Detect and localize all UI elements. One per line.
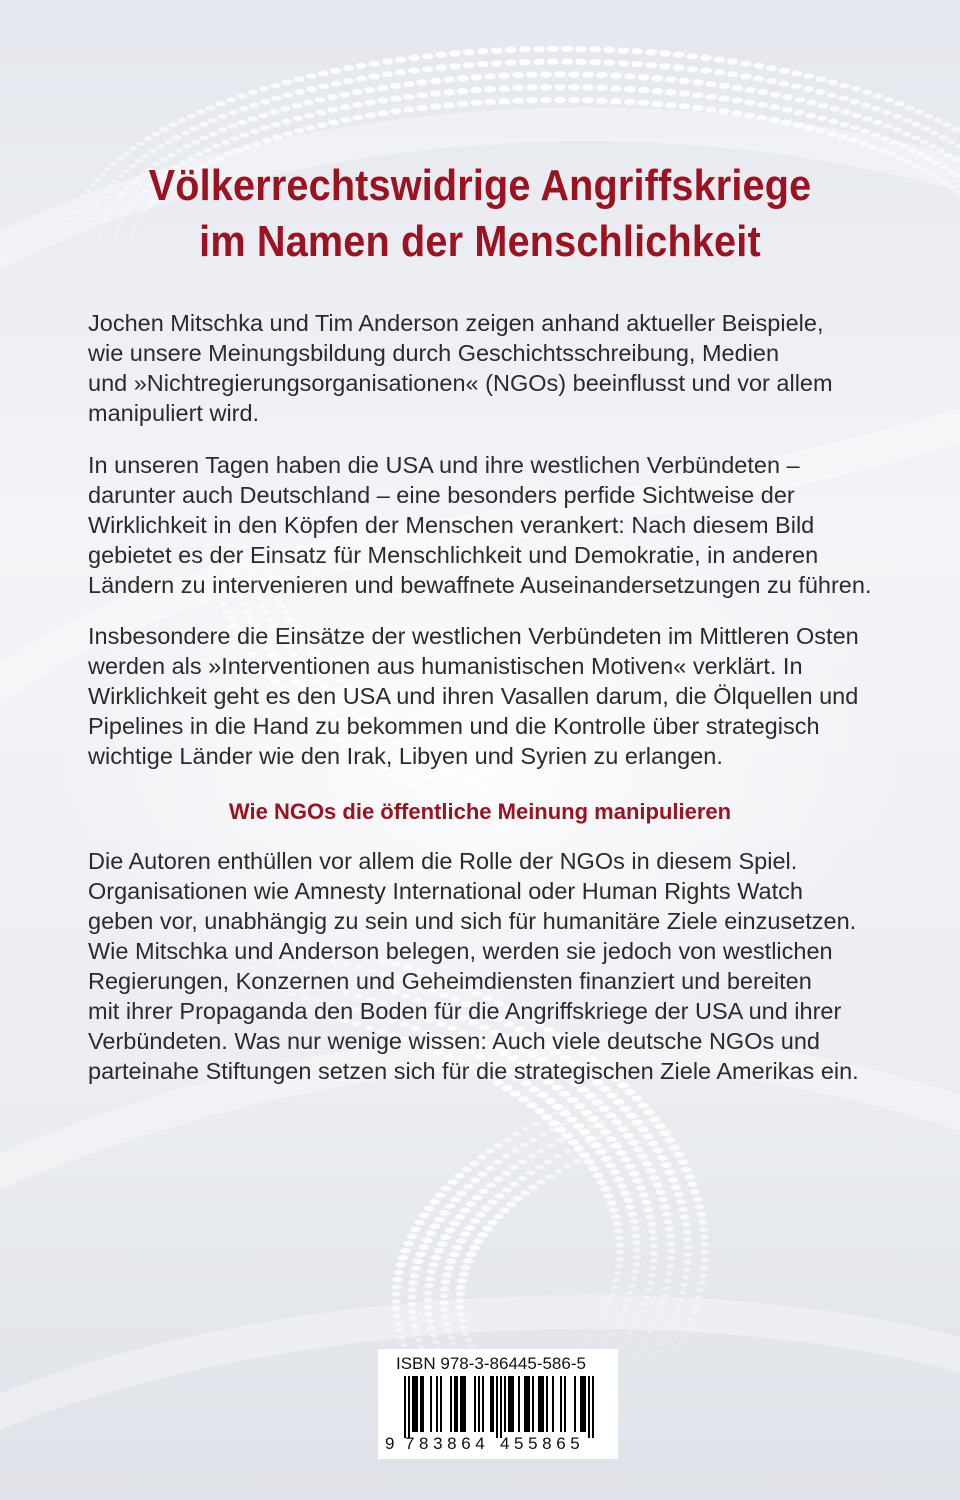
paragraph-line: Ländern zu intervenieren und bewaffnete Auseinandersetzungen zu führen. — [88, 572, 872, 598]
paragraph-ngos — [88, 846, 888, 1086]
paragraph-line: mit ihrer Propaganda den Boden für die Angriffskriege der USA und ihrer — [88, 998, 842, 1024]
subheading: Wie NGOs die öffentliche Meinung manipulieren — [228, 799, 732, 824]
headline-line-1: Völkerrechtswidrige Angriffskriege — [148, 161, 812, 210]
paragraph-line: Verbündeten. Was nur wenige wissen: Auch viele deutsche NGOs und — [88, 1028, 820, 1054]
barcode-digits-right: 455865 — [500, 1434, 585, 1453]
isbn-barcode — [378, 1349, 618, 1459]
paragraph-line: darunter auch Deutschland – eine besonders perfide Sichtweise der — [88, 482, 795, 508]
paragraph-line: Pipelines in die Hand zu bekommen und die Kontrolle über strategisch — [88, 713, 820, 739]
headline-line-2: im Namen der Menschlichkeit — [199, 217, 761, 266]
paragraph-line: und »Nichtregierungsorganisationen« (NGOs) beeinflusst und vor allem — [88, 370, 833, 396]
paragraph-line: Jochen Mitschka und Tim Anderson zeigen anhand aktueller Beispiele, — [88, 310, 824, 336]
paragraph-line: Insbesondere die Einsätze der westlichen Verbündeten im Mittleren Osten — [88, 623, 859, 649]
barcode-bars — [378, 1376, 618, 1438]
paragraph-line: gebietet es der Einsatz für Menschlichkeit und Demokratie, in anderen — [88, 542, 819, 568]
paragraph-context — [88, 450, 888, 600]
paragraph-line: Organisationen wie Amnesty International oder Human Rights Watch — [88, 878, 803, 904]
paragraph-line: wichtige Länder wie den Irak, Libyen und Syrien zu erlangen. — [88, 743, 723, 769]
barcode-digits-left: 783864 — [405, 1434, 490, 1453]
paragraph-line: Regierungen, Konzernen und Geheimdiensten finanziert und bereiten — [88, 968, 812, 994]
barcode-digit-lead: 9 — [385, 1434, 395, 1453]
paragraph-line: Wie Mitschka und Anderson belegen, werden sie jedoch von westlichen — [88, 938, 833, 964]
paragraph-line: wie unsere Meinungsbildung durch Geschichtsschreibung, Medien — [88, 340, 780, 366]
paragraph-line: werden als »Interventionen aus humanistischen Motiven« verklärt. In — [88, 653, 803, 679]
paragraph-line: geben vor, unabhängig zu sein und sich für humanitäre Ziele einzusetzen. — [88, 908, 857, 934]
paragraph-line: Die Autoren enthüllen vor allem die Rolle der NGOs in diesem Spiel. — [88, 848, 798, 874]
paragraph-line: Wirklichkeit geht es den USA und ihren Vasallen darum, die Ölquellen und — [88, 683, 859, 709]
paragraph-middle-east — [88, 621, 888, 771]
paragraph-line: parteinahe Stiftungen setzen sich für die strategischen Ziele Amerikas ein. — [88, 1058, 859, 1084]
paragraph-line: In unseren Tagen haben die USA und ihre westlichen Verbündeten – — [88, 452, 800, 478]
paragraph-line: Wirklichkeit in den Köpfen der Menschen verankert: Nach diesem Bild — [88, 512, 815, 538]
headline — [48, 158, 912, 270]
paragraph-line: manipuliert wird. — [88, 400, 260, 426]
isbn-label: ISBN 978-3-86445-586-5 — [396, 1354, 586, 1373]
paragraph-intro — [88, 308, 888, 428]
